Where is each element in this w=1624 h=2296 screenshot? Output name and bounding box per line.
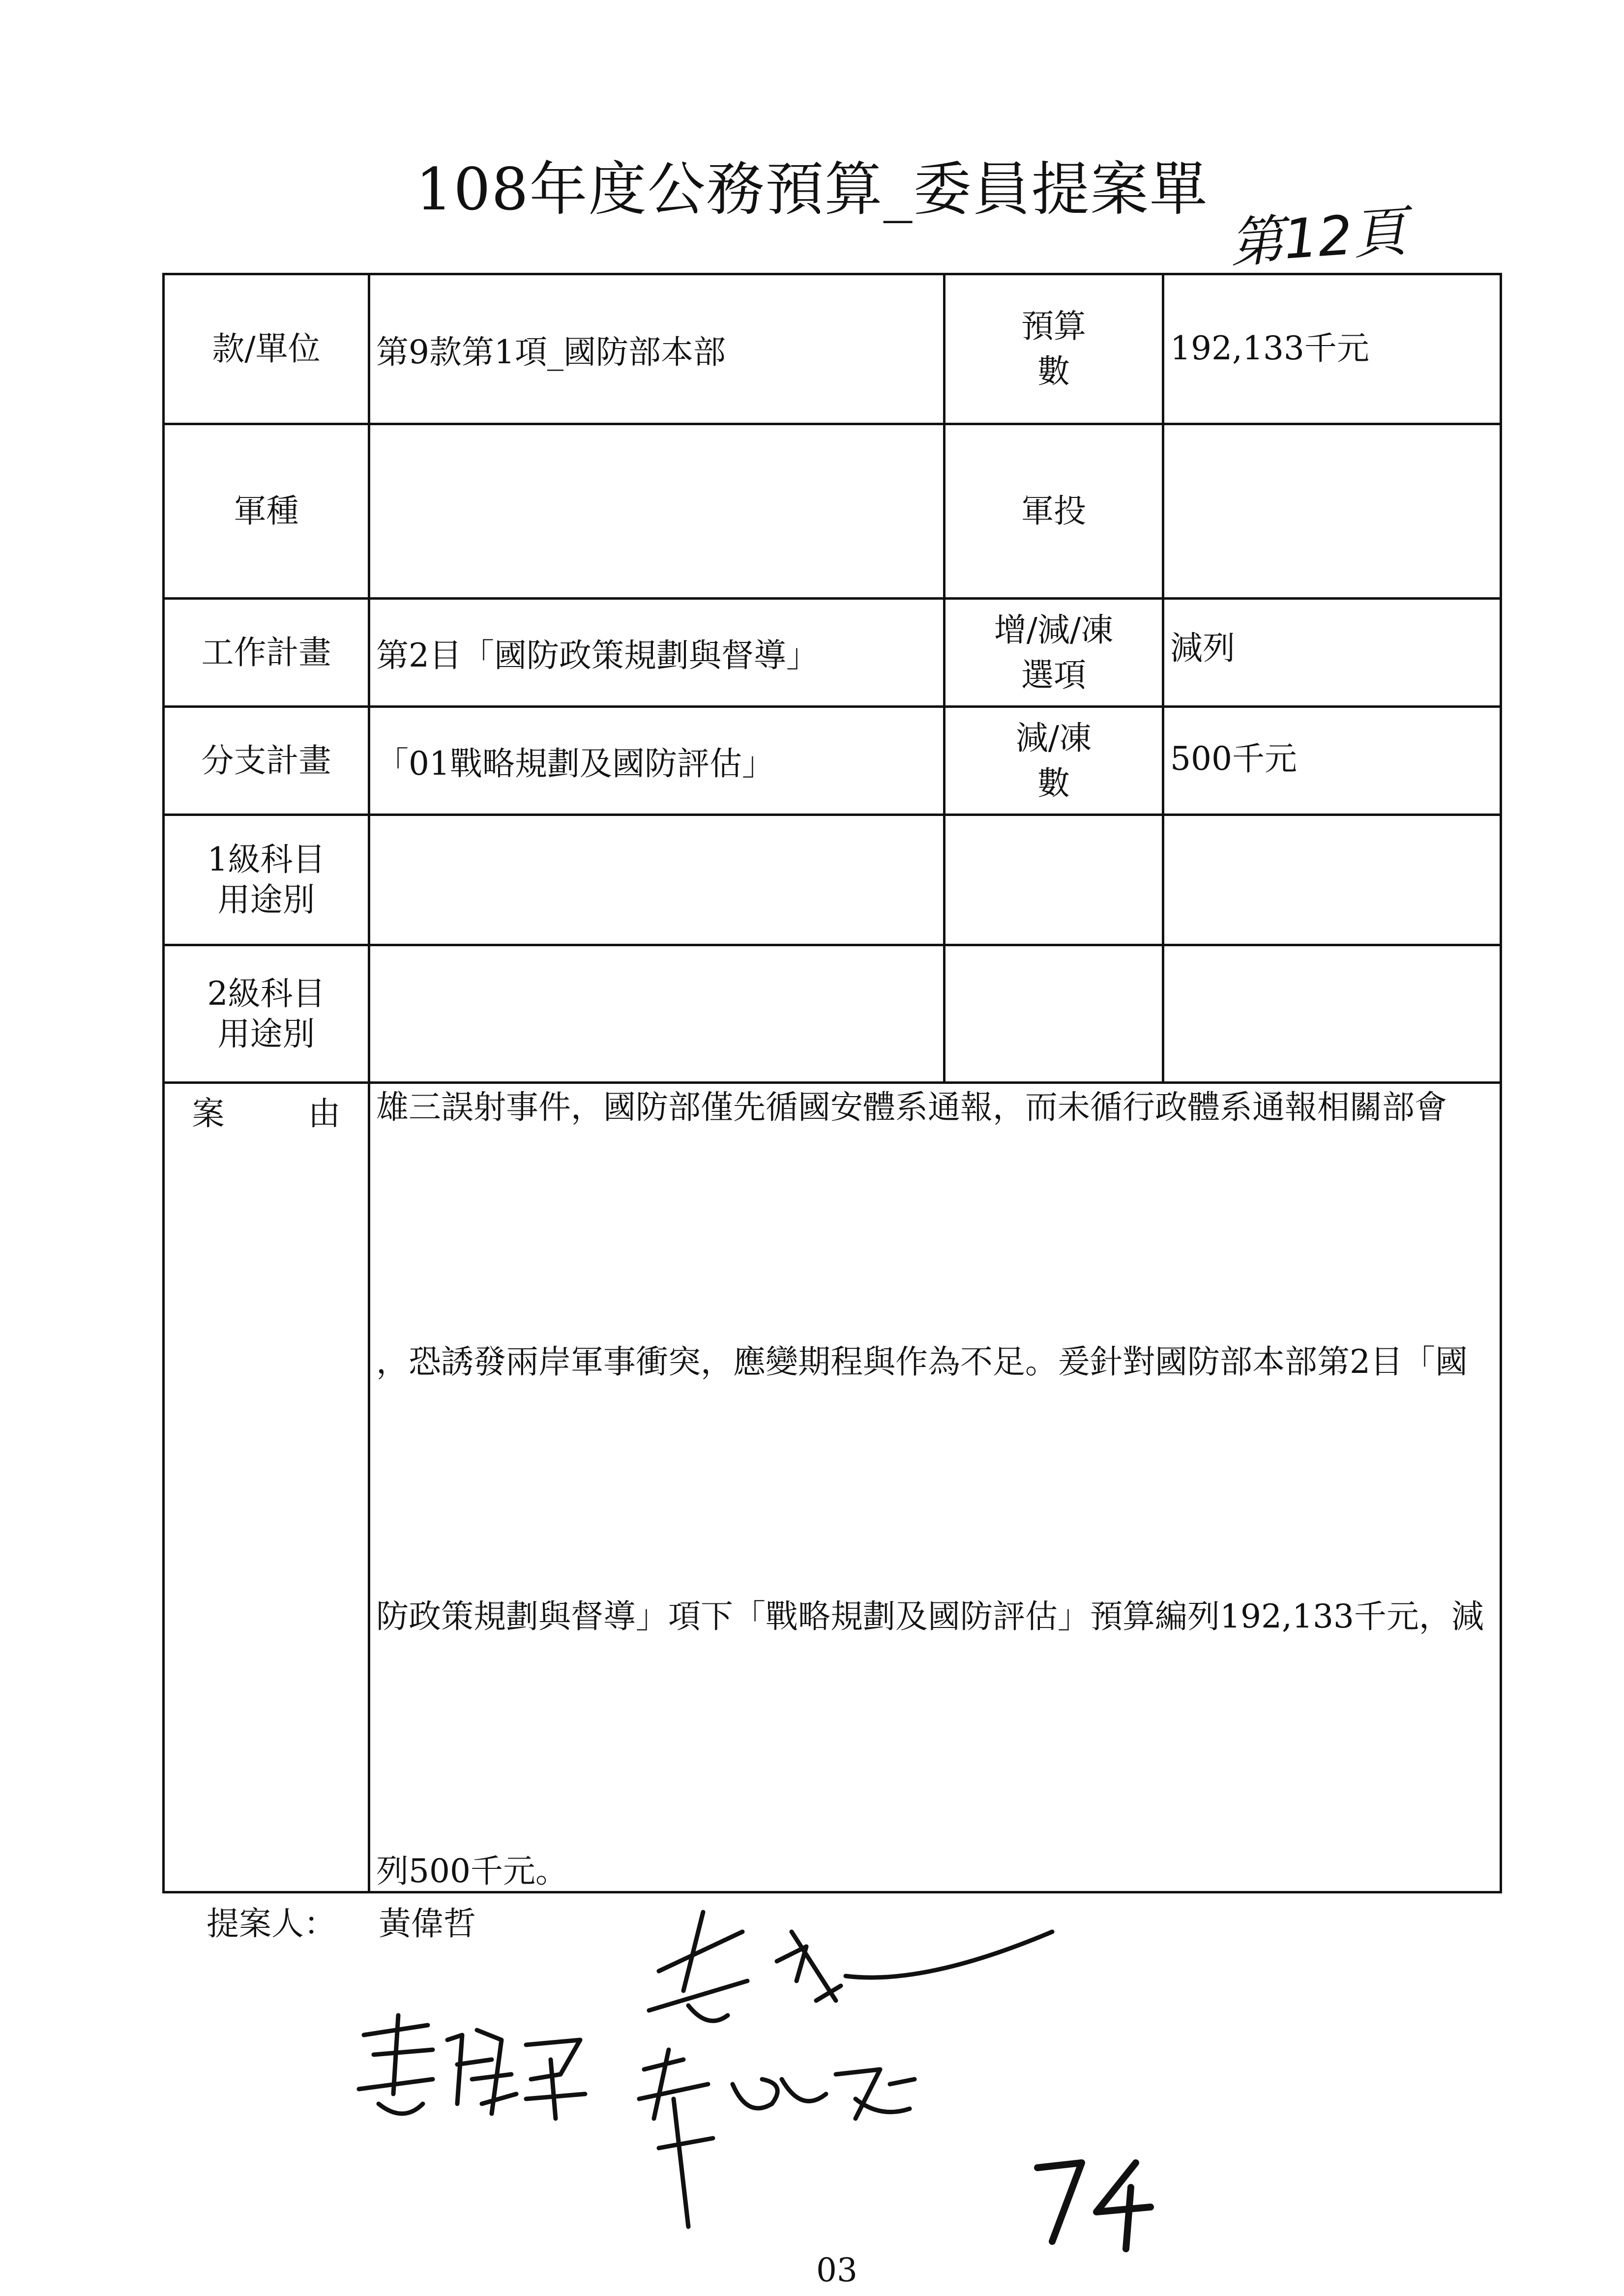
value-level1-col3 bbox=[945, 815, 1163, 945]
reason-line: 雄三誤射事件，國防部僅先循國安體系通報，而未循行政體系通報相關部會 bbox=[376, 1088, 1447, 1126]
reason-text bbox=[369, 1083, 1501, 1892]
page-mark: 第12頁 bbox=[1227, 200, 1409, 275]
label-reduce-amount: 減/凍 數 bbox=[945, 707, 1163, 815]
table-row bbox=[164, 599, 1501, 707]
table-row bbox=[164, 945, 1501, 1083]
reason-line: 列500千元。 bbox=[376, 1852, 568, 1890]
value-reduce-amount: 500千元 bbox=[1163, 707, 1501, 815]
label-work-plan: 工作計畫 bbox=[164, 599, 369, 707]
value-work-plan: 第2目「國防政策規劃與督導」 bbox=[369, 599, 945, 707]
proposer-name: 黃偉哲 bbox=[379, 1905, 476, 1943]
label-service-branch: 軍種 bbox=[164, 424, 369, 599]
table-row bbox=[164, 274, 1501, 424]
label-branch-plan: 分支計畫 bbox=[164, 707, 369, 815]
proposer-label: 提案人： bbox=[207, 1905, 336, 1943]
table-row bbox=[164, 815, 1501, 945]
label-reason bbox=[164, 1083, 369, 1892]
table-row bbox=[164, 1083, 1501, 1892]
value-section-unit: 第9款第1項_國防部本部 bbox=[369, 274, 945, 424]
label-section-unit: 款/單位 bbox=[164, 274, 369, 424]
signature-3 bbox=[624, 2040, 929, 2237]
value-level1-col4 bbox=[1163, 815, 1501, 945]
signature-1 bbox=[629, 1902, 1072, 2050]
value-level2-col4 bbox=[1163, 945, 1501, 1083]
reason-line: ，恐誘發兩岸軍事衝突，應變期程與作為不足。爰針對國防部本部第2目「國 bbox=[376, 1343, 1468, 1381]
label-level1-subject: 1級科目 用途別 bbox=[164, 815, 369, 945]
table-row bbox=[164, 707, 1501, 815]
reason-line: 防政策規劃與督導」項下「戰略規劃及國防評估」預算編列192,133千元，減 bbox=[376, 1598, 1484, 1635]
value-military-investment bbox=[1163, 424, 1501, 599]
footer-page-number: 03 bbox=[816, 2251, 857, 2289]
value-service-branch bbox=[369, 424, 945, 599]
value-level1-subject bbox=[369, 815, 945, 945]
label-reason-char-2: 由 bbox=[308, 1095, 341, 1133]
label-military-investment: 軍投 bbox=[945, 424, 1163, 599]
label-reason-char-1: 案 bbox=[192, 1095, 225, 1133]
value-budget-amount: 192,133千元 bbox=[1163, 274, 1501, 424]
label-adjust-option: 增/減/凍 選項 bbox=[945, 599, 1163, 707]
page-title: 108年度公務預算_委員提案單 bbox=[415, 155, 1209, 223]
signature-2 bbox=[344, 2005, 600, 2133]
label-budget-amount: 預算 數 bbox=[945, 274, 1163, 424]
label-level2-subject: 2級科目 用途別 bbox=[164, 945, 369, 1083]
value-branch-plan: 「01戰略規劃及國防評估」 bbox=[369, 707, 945, 815]
table-row bbox=[164, 424, 1501, 599]
proposal-form-table bbox=[162, 273, 1502, 1893]
handwritten-number bbox=[1028, 2153, 1155, 2256]
value-level2-col3 bbox=[945, 945, 1163, 1083]
value-adjust-option: 減列 bbox=[1163, 599, 1501, 707]
value-level2-subject bbox=[369, 945, 945, 1083]
